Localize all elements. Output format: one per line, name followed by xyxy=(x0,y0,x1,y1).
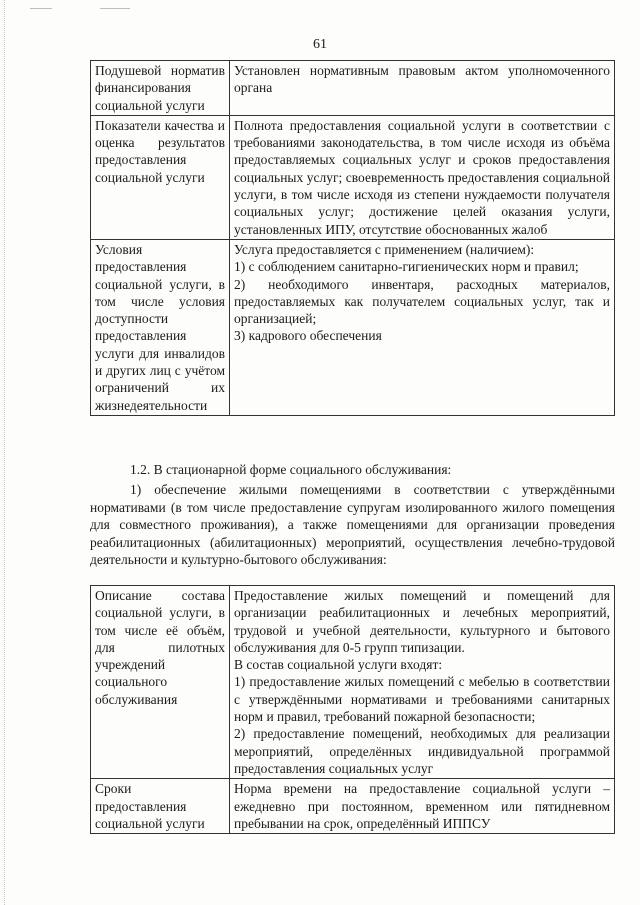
content-line: Норма времени на предоставление социальной услуги – ежедневно при постоянном, временном или пятидневном пребывании на срок, определённый ИППСУ xyxy=(234,781,610,831)
row-content xyxy=(230,779,615,834)
row-content xyxy=(230,586,615,779)
content-line: 2) предоставление помещений, необходимых для реализации мероприятий, определённых индивидуальной программой предоставления социальных услуг xyxy=(234,726,610,776)
row-label: Описание состава социальной услуги, в том числе её объём, для пилотных учреждений социального обслуживания xyxy=(91,586,230,779)
row-label: Показатели качества и оценка результатов предоставления социальной услуги xyxy=(91,115,230,239)
content-line: Полнота предоставления социальной услуги в соответствии с требованиями законодательства, в том числе исходя из объёма предоставляемых социальных услуг и сроков предоставления социальных услуг; своевременность предоставления социальной услуги, в том числе исходя из степени нуждаемости получателя социальных услуг; достижение целей оказания услуги, установленных ИПУ, отсутствие обоснованных жалоб xyxy=(234,117,610,237)
page-number: 61 xyxy=(313,37,327,52)
service-table-2 xyxy=(90,585,615,834)
content-line: 3) кадрового обеспечения xyxy=(234,328,382,344)
scan-margin-marks xyxy=(4,0,11,905)
row-content xyxy=(230,115,615,239)
service-table-1 xyxy=(90,60,615,416)
scan-mark xyxy=(100,8,130,9)
row-content xyxy=(230,239,615,415)
table-row xyxy=(91,61,615,116)
section-heading: 1.2. В стационарной форме социального обслуживания: xyxy=(130,462,452,477)
content-line: Предоставление жилых помещений и помещений для организации реабилитационных и лечебных мероприятий, трудовой и учебной деятельности, культурного и бытового обслуживания для 0-5 групп типизации. xyxy=(234,588,610,655)
content-line: 2) необходимого инвентаря, расходных материалов, предоставляемых как получателем социальных услуг, так и организацией; xyxy=(234,276,610,327)
content-line: 1) с соблюдением санитарно-гигиенических норм и правил; xyxy=(234,259,579,275)
section-paragraph: 1) обеспечение жилыми помещениями в соответствии с утверждёнными нормативами (в том числе предоставление супругам изолированного жилого помещения для совместного проживания), а также помещениями для организации проведения реабилитационных (абилитационных) мероприятий, осуществления лечебно-трудовой деятельности и культурно-бытового обслуживания: xyxy=(90,482,615,567)
row-content xyxy=(230,61,615,116)
row-label: Условия предоставления социальной услуги, в том числе условия доступности предоставления услуги для инвалидов и других лиц с учётом ограничений их жизнедеятельности xyxy=(91,239,230,415)
content-line: 1) предоставление жилых помещений с мебелью в соответствии с утверждёнными нормативами и требованиями санитарных норм и правил, требований пожарной безопасности; xyxy=(234,674,610,725)
content-line: Установлен нормативным правовым актом уполномоченного органа xyxy=(234,63,610,96)
content-line: Услуга предоставляется с применением (наличием): xyxy=(234,241,535,257)
table-row xyxy=(91,586,615,779)
content-line: В состав социальной услуги входят: xyxy=(234,657,443,673)
row-label: Подушевой норматив финансирования социальной услуги xyxy=(91,61,230,116)
row-label: Сроки предоставления социальной услуги xyxy=(91,779,230,834)
scan-mark xyxy=(30,8,52,9)
table-row xyxy=(91,779,615,834)
table-row xyxy=(91,239,615,415)
table-row xyxy=(91,115,615,239)
